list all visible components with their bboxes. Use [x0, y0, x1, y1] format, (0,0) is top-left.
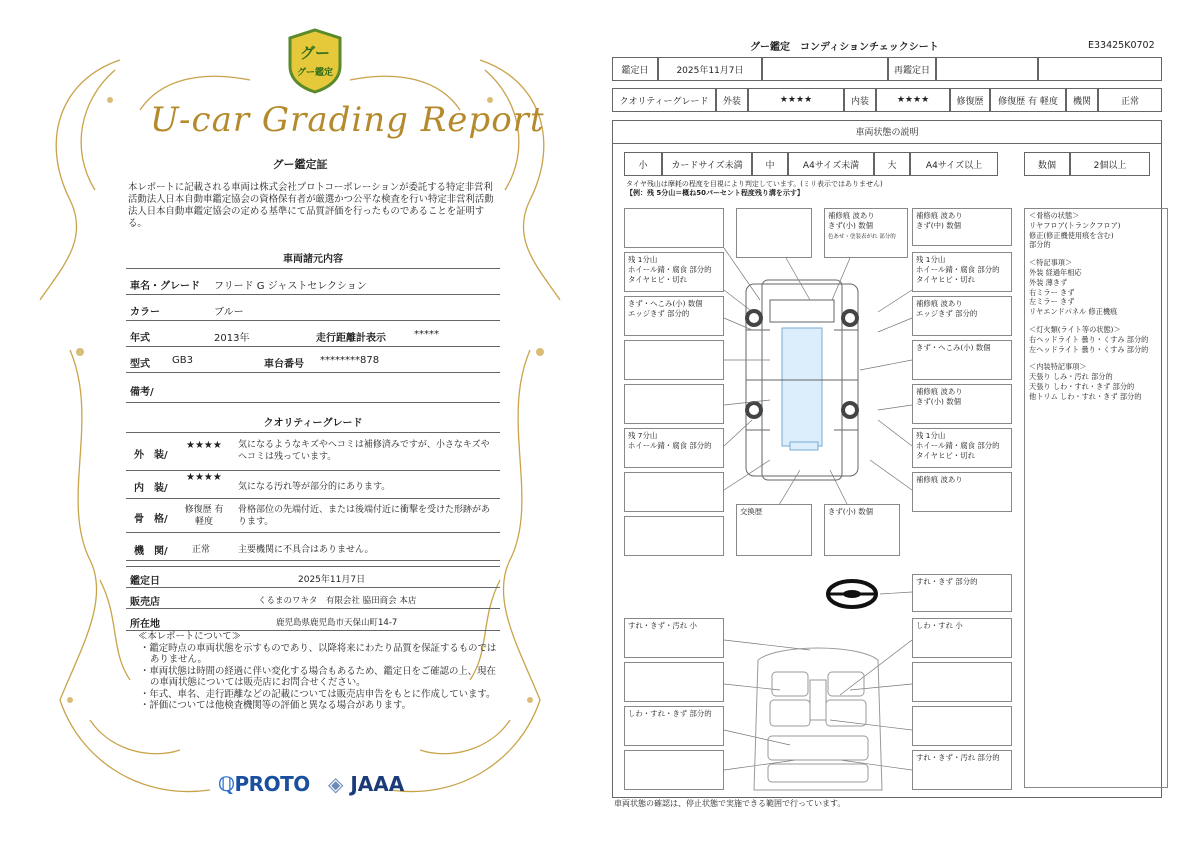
special-notes: ＜特記事項＞ 外装 経過年相応 外装 薄きず 右ミラー きず 左ミラー きず リヤエンドパネル 修正機痕	[1029, 258, 1118, 317]
proto-logo: ℚPROTO	[218, 772, 310, 796]
note-item: ・評価については他検査機関等の評価と異なる場合があります。	[140, 700, 411, 711]
tire-explanation: タイヤ残山は摩耗の程度を目視により判定しています。(ミリ表示ではありません) 【例：残 5分山＝概ね50パーセント程度残り溝を示す】	[626, 180, 883, 197]
ext-label: 外装	[716, 88, 748, 112]
sheet-title: グー鑑定 コンディションチェックシート	[750, 42, 939, 53]
note-item: ・鑑定時点の車両状態を示すものであり、以降将来にわたり品質を保証するものではありません。	[140, 642, 497, 665]
int-stars: ★★★★	[876, 88, 950, 112]
spec-row-remarks: 備考/	[126, 374, 500, 403]
note-box: 交換歴	[736, 504, 812, 556]
engine-value: 正常	[1098, 88, 1162, 112]
note-box: 補修痕 波あり きず(中) 数個	[912, 208, 1012, 246]
report-notes	[138, 631, 498, 712]
notes-title: ≪本レポートについて≫	[138, 631, 241, 642]
note-box: すれ・きず 部分的	[912, 574, 1012, 612]
ext-stars: ★★★★	[748, 88, 844, 112]
date-value: 2025年11月7日	[658, 57, 762, 81]
engine-label: 機関	[1066, 88, 1098, 112]
legend-medium: 中	[752, 152, 788, 176]
note-item: ・車両状態は時間の経過に伴い変化する場合もあるため、鑑定日をご確認の上、現在の車両状態については販売店にお問合せください。	[140, 665, 496, 688]
repair-label: 修復歴	[950, 88, 990, 112]
report-title: U-car Grading Report	[150, 100, 545, 140]
note-box: すれ・きず・汚れ 部分的	[912, 750, 1012, 790]
steering-wheel-icon	[826, 578, 878, 610]
note-box: しわ・すれ 小	[912, 618, 1012, 658]
note-box: きず(小) 数個	[824, 504, 900, 556]
note-box-empty	[624, 208, 724, 248]
quality-row-frame: 骨 格/ 修復歴 有 軽度 骨格部位の先端付近、または後端付近に衝撃を受けた形跡があります。	[126, 500, 500, 533]
address-row: 所在地 鹿児島県鹿児島市天保山町14-7	[126, 610, 500, 631]
spec-row-model: 型式 GB3 車台番号 ********878	[126, 348, 500, 373]
goo-kantei-badge-icon	[286, 28, 344, 94]
note-box: 残 1分山 ホイール錆・腐食 部分的 タイヤヒビ・切れ	[912, 428, 1012, 468]
jaaa-logo: ◈ JAAA	[328, 772, 405, 796]
note-box-empty	[624, 516, 724, 556]
note-box-empty	[912, 662, 1012, 702]
note-box: 補修痕 波あり きず(小) 数個 色あせ・塗装表がれ 部分的	[824, 208, 908, 258]
note-box-empty	[624, 340, 724, 380]
legend-count-desc: 2個以上	[1070, 152, 1150, 176]
certificate-text: 本レポートに記載される車両は株式会社プロトコーポレーションが委託する特定非営利活動法人日本自動車鑑定協会の資格保有者が厳選かつ公平な検査を行い特定非営利活動法人日本自動車鑑定協会の定める基準にて品質評価を行ったものであることを証明する。	[128, 182, 494, 229]
shop-row: 販売店 くるまのワキタ 有限会社 脇田商会 本店	[126, 588, 500, 609]
svg-text:グー: グー	[299, 44, 331, 62]
note-box: すれ・きず・汚れ 小	[624, 618, 724, 658]
note-box: 残 7分山 ホイール錆・腐食 部分的	[624, 428, 724, 468]
spec-row-color: カラー ブルー	[126, 296, 500, 321]
quality-row-engine: 機 関/ 正常 主要機関に不具合はありません。	[126, 534, 500, 561]
legend-large: 大	[874, 152, 910, 176]
appraisal-date-row: 鑑定日 2025年11月7日	[126, 566, 500, 588]
note-box-empty	[624, 384, 724, 424]
condition-check-sheet	[600, 0, 1200, 848]
quality-label: クオリティーグレード	[612, 88, 716, 112]
note-box: 補修痕 波あり	[912, 472, 1012, 512]
quality-section-title: クオリティーグレード	[263, 418, 363, 429]
spec-row-name: 車名・グレード フリード G ジャストセレクション	[126, 270, 500, 295]
int-label: 内装	[844, 88, 876, 112]
note-box-empty	[624, 662, 724, 702]
recheck-label: 再鑑定日	[888, 57, 936, 81]
repair-value: 修復歴 有 軽度	[990, 88, 1066, 112]
special-notes-panel	[1024, 208, 1168, 788]
note-box: きず・へこみ(小) 数個	[912, 340, 1012, 380]
footer-note: 車両状態の確認は、停止状態で実施できる範囲で行っています。	[614, 799, 846, 808]
certificate-title: グー鑑定証	[272, 158, 328, 171]
light-notes: ＜灯火類(ライト等の状態)＞ 右ヘッドライト 曇り・くすみ 部分的 左ヘッドライト 曇り・くすみ 部分的	[1029, 324, 1149, 354]
note-box-empty	[624, 472, 724, 512]
legend-medium-desc: A4サイズ未満	[788, 152, 874, 176]
note-box-empty	[736, 208, 812, 258]
note-item: ・年式、車名、走行距離などの記載については販売店申告をもとに作成しています。	[140, 688, 496, 700]
note-box: 補修痕 波あり エッジきず 部分的	[912, 296, 1012, 336]
condition-title: 車両状態の説明	[612, 120, 1162, 144]
note-box: きず・へこみ(小) 数個 エッジきず 部分的	[624, 296, 724, 336]
quality-row-interior: 内 装/ ★★★★ 気になる汚れ等が部分的にあります。	[126, 472, 500, 499]
legend-small: 小	[624, 152, 662, 176]
interior-notes: ＜内装特記事項＞ 天張り しみ・汚れ 部分的 天張り しわ・すれ・きず 部分的 他トリム しわ・すれ・きず 部分的	[1029, 362, 1142, 401]
note-box: 残 1分山 ホイール錆・腐食 部分的 タイヤヒビ・切れ	[912, 252, 1012, 292]
note-box: 残 1分山 ホイール錆・腐食 部分的 タイヤヒビ・切れ	[624, 252, 724, 292]
note-box: しわ・すれ・きず 部分的	[624, 706, 724, 746]
legend-small-desc: カードサイズ未満	[662, 152, 752, 176]
date-label: 鑑定日	[612, 57, 658, 81]
sheet-id: E33425K0702	[1088, 40, 1155, 51]
note-box-empty	[912, 706, 1012, 746]
frame-notes: ＜骨格の状態＞ リヤフロア(トランクフロア) 修正(修正機使用痕を含む) 部分的	[1029, 211, 1121, 250]
svg-text:グー鑑定: グー鑑定	[296, 68, 334, 78]
car-interior-diagram	[748, 640, 888, 800]
legend-count: 数個	[1024, 152, 1070, 176]
note-box: 補修痕 波あり きず(小) 数個	[912, 384, 1012, 424]
note-box-empty	[624, 750, 724, 790]
legend-large-desc: A4サイズ以上	[910, 152, 998, 176]
spec-row-year: 年式 2013年 走行距離計表示 *****	[126, 322, 500, 347]
quality-row-exterior: 外 装/ ★★★★ 気になるようなキズやヘコミは補修済みですが、小さなキズやヘコミは残っています。	[126, 434, 500, 471]
spec-section-title: 車両諸元内容	[283, 254, 343, 265]
